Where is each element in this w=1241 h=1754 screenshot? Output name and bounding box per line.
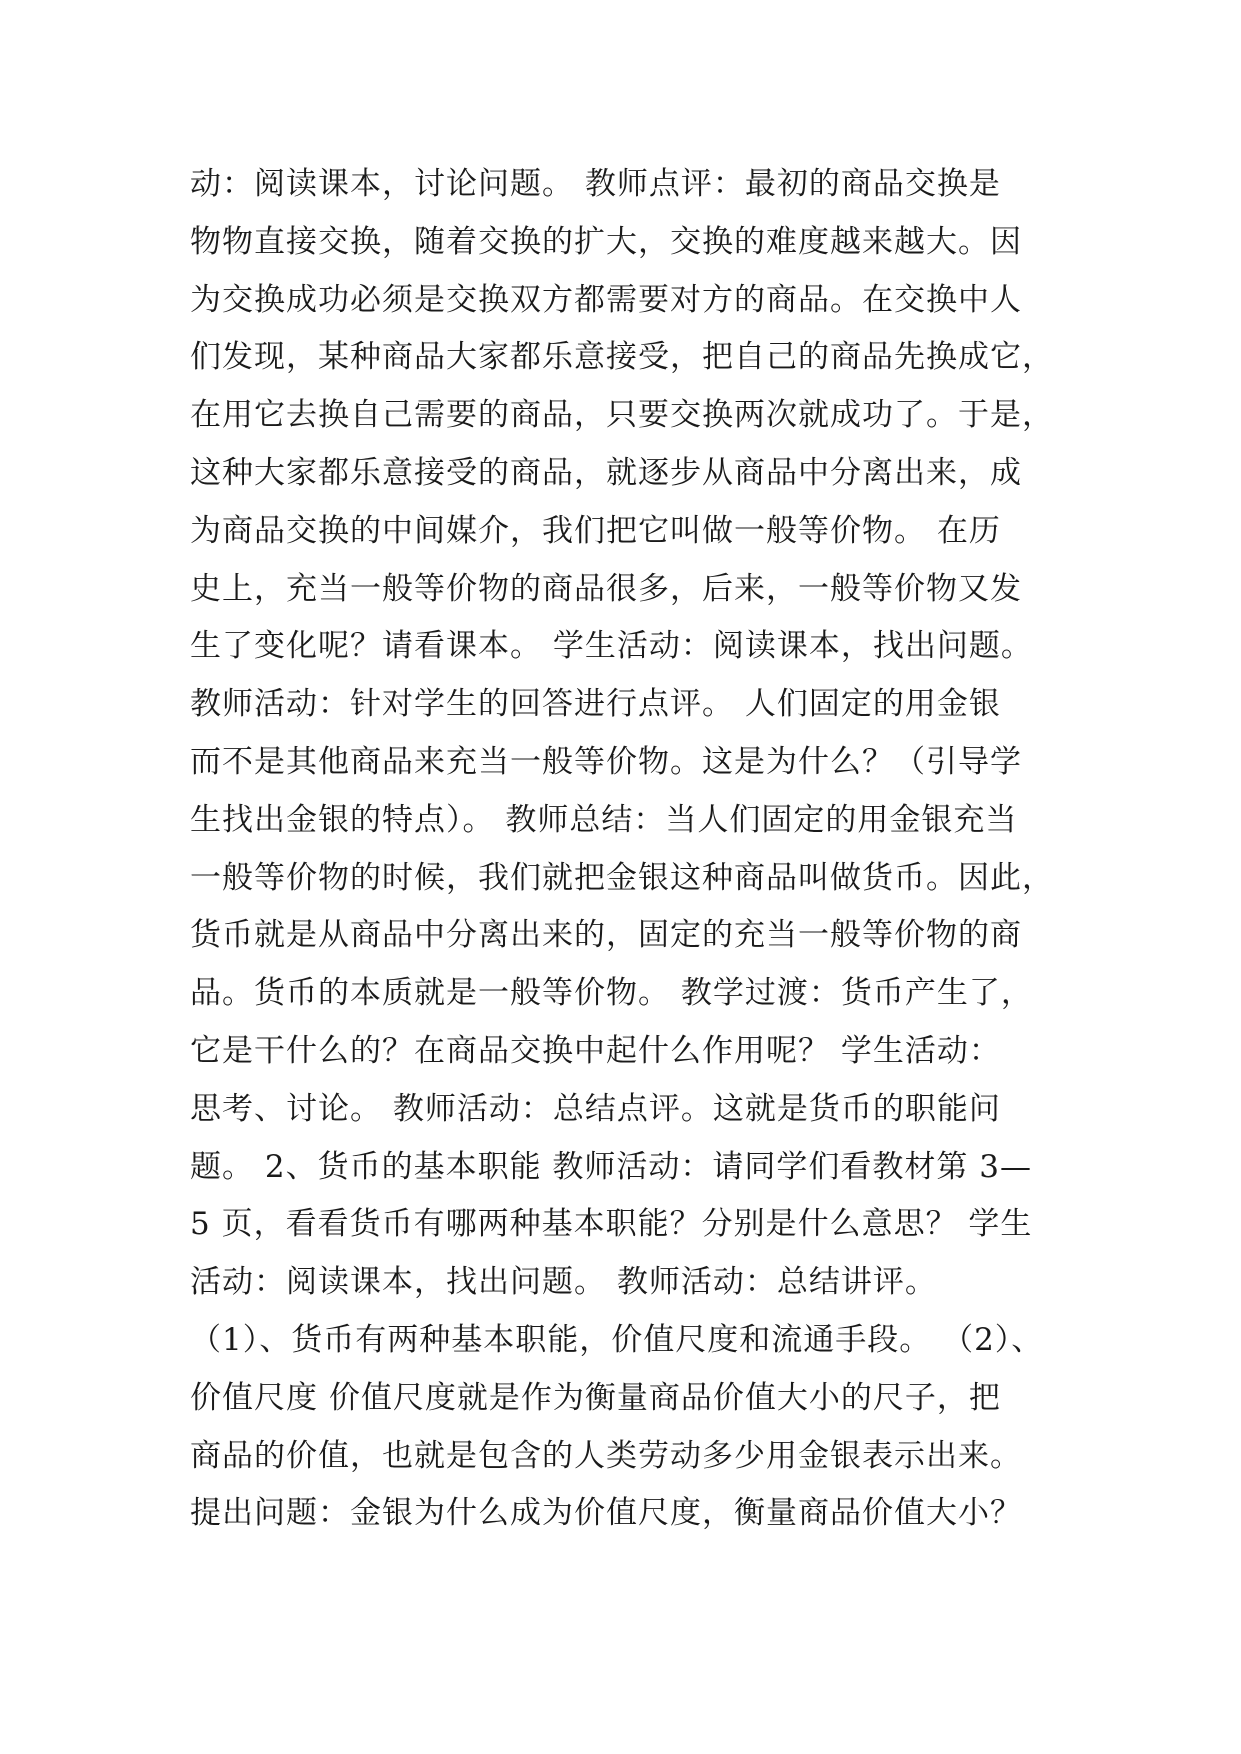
text-line: （1）、货币有两种基本职能，价值尺度和流通手段。 （2）、 — [190, 1321, 1044, 1358]
text-line: 生找出金银的特点）。 教师总结：当人们固定的用金银充当 — [190, 801, 1018, 838]
body-text — [190, 156, 1070, 1543]
text-line: 价值尺度 价值尺度就是作为衡量商品价值大小的尺子，把 — [190, 1379, 1001, 1416]
text-line: 一般等价物的时候，我们就把金银这种商品叫做货币。因此， — [190, 859, 1054, 896]
text-line: 提出问题：金银为什么成为价值尺度，衡量商品价值大小？ — [190, 1495, 1022, 1532]
text-line: 思考、讨论。 教师活动：总结点评。这就是货币的职能问 — [190, 1090, 1001, 1127]
text-line: 而不是其他商品来充当一般等价物。这是为什么？（引导学 — [190, 743, 1022, 780]
text-line: 品。货币的本质就是一般等价物。 教学过渡：货币产生了， — [190, 975, 1033, 1012]
text-line: 5 页，看看货币有哪两种基本职能？分别是什么意思？ 学生 — [190, 1206, 1033, 1243]
text-line: 生了变化呢？请看课本。 学生活动：阅读课本，找出问题。 — [190, 628, 1033, 665]
text-line: 为交换成功必须是交换双方都需要对方的商品。在交换中人 — [190, 281, 1022, 318]
text-line: 题。 2、货币的基本职能 教师活动：请同学们看教材第 3— — [190, 1148, 1033, 1185]
text-line: 们发现，某种商品大家都乐意接受，把自己的商品先换成它， — [190, 339, 1054, 376]
text-line: 货币就是从商品中分离出来的，固定的充当一般等价物的商 — [190, 917, 1022, 954]
text-line: 它是干什么的？在商品交换中起什么作用呢？ 学生活动： — [190, 1032, 1001, 1069]
text-line: 这种大家都乐意接受的商品，就逐步从商品中分离出来，成 — [190, 454, 1022, 491]
text-line: 动：阅读课本，讨论问题。 教师点评：最初的商品交换是 — [190, 166, 1001, 202]
text-line: 在用它去换自己需要的商品，只要交换两次就成功了。于是， — [190, 397, 1054, 434]
text-line: 物物直接交换，随着交换的扩大，交换的难度越来越大。因 — [190, 223, 1022, 260]
text-line: 商品的价值，也就是包含的人类劳动多少用金银表示出来。 — [190, 1437, 1022, 1474]
text-line: 教师活动：针对学生的回答进行点评。 人们固定的用金银 — [190, 686, 1001, 723]
text-line: 史上，充当一般等价物的商品很多，后来，一般等价物又发 — [190, 570, 1022, 607]
text-line: 为商品交换的中间媒介，我们把它叫做一般等价物。 在历 — [190, 512, 1001, 549]
text-line: 活动：阅读课本，找出问题。 教师活动：总结讲评。 — [190, 1264, 937, 1301]
